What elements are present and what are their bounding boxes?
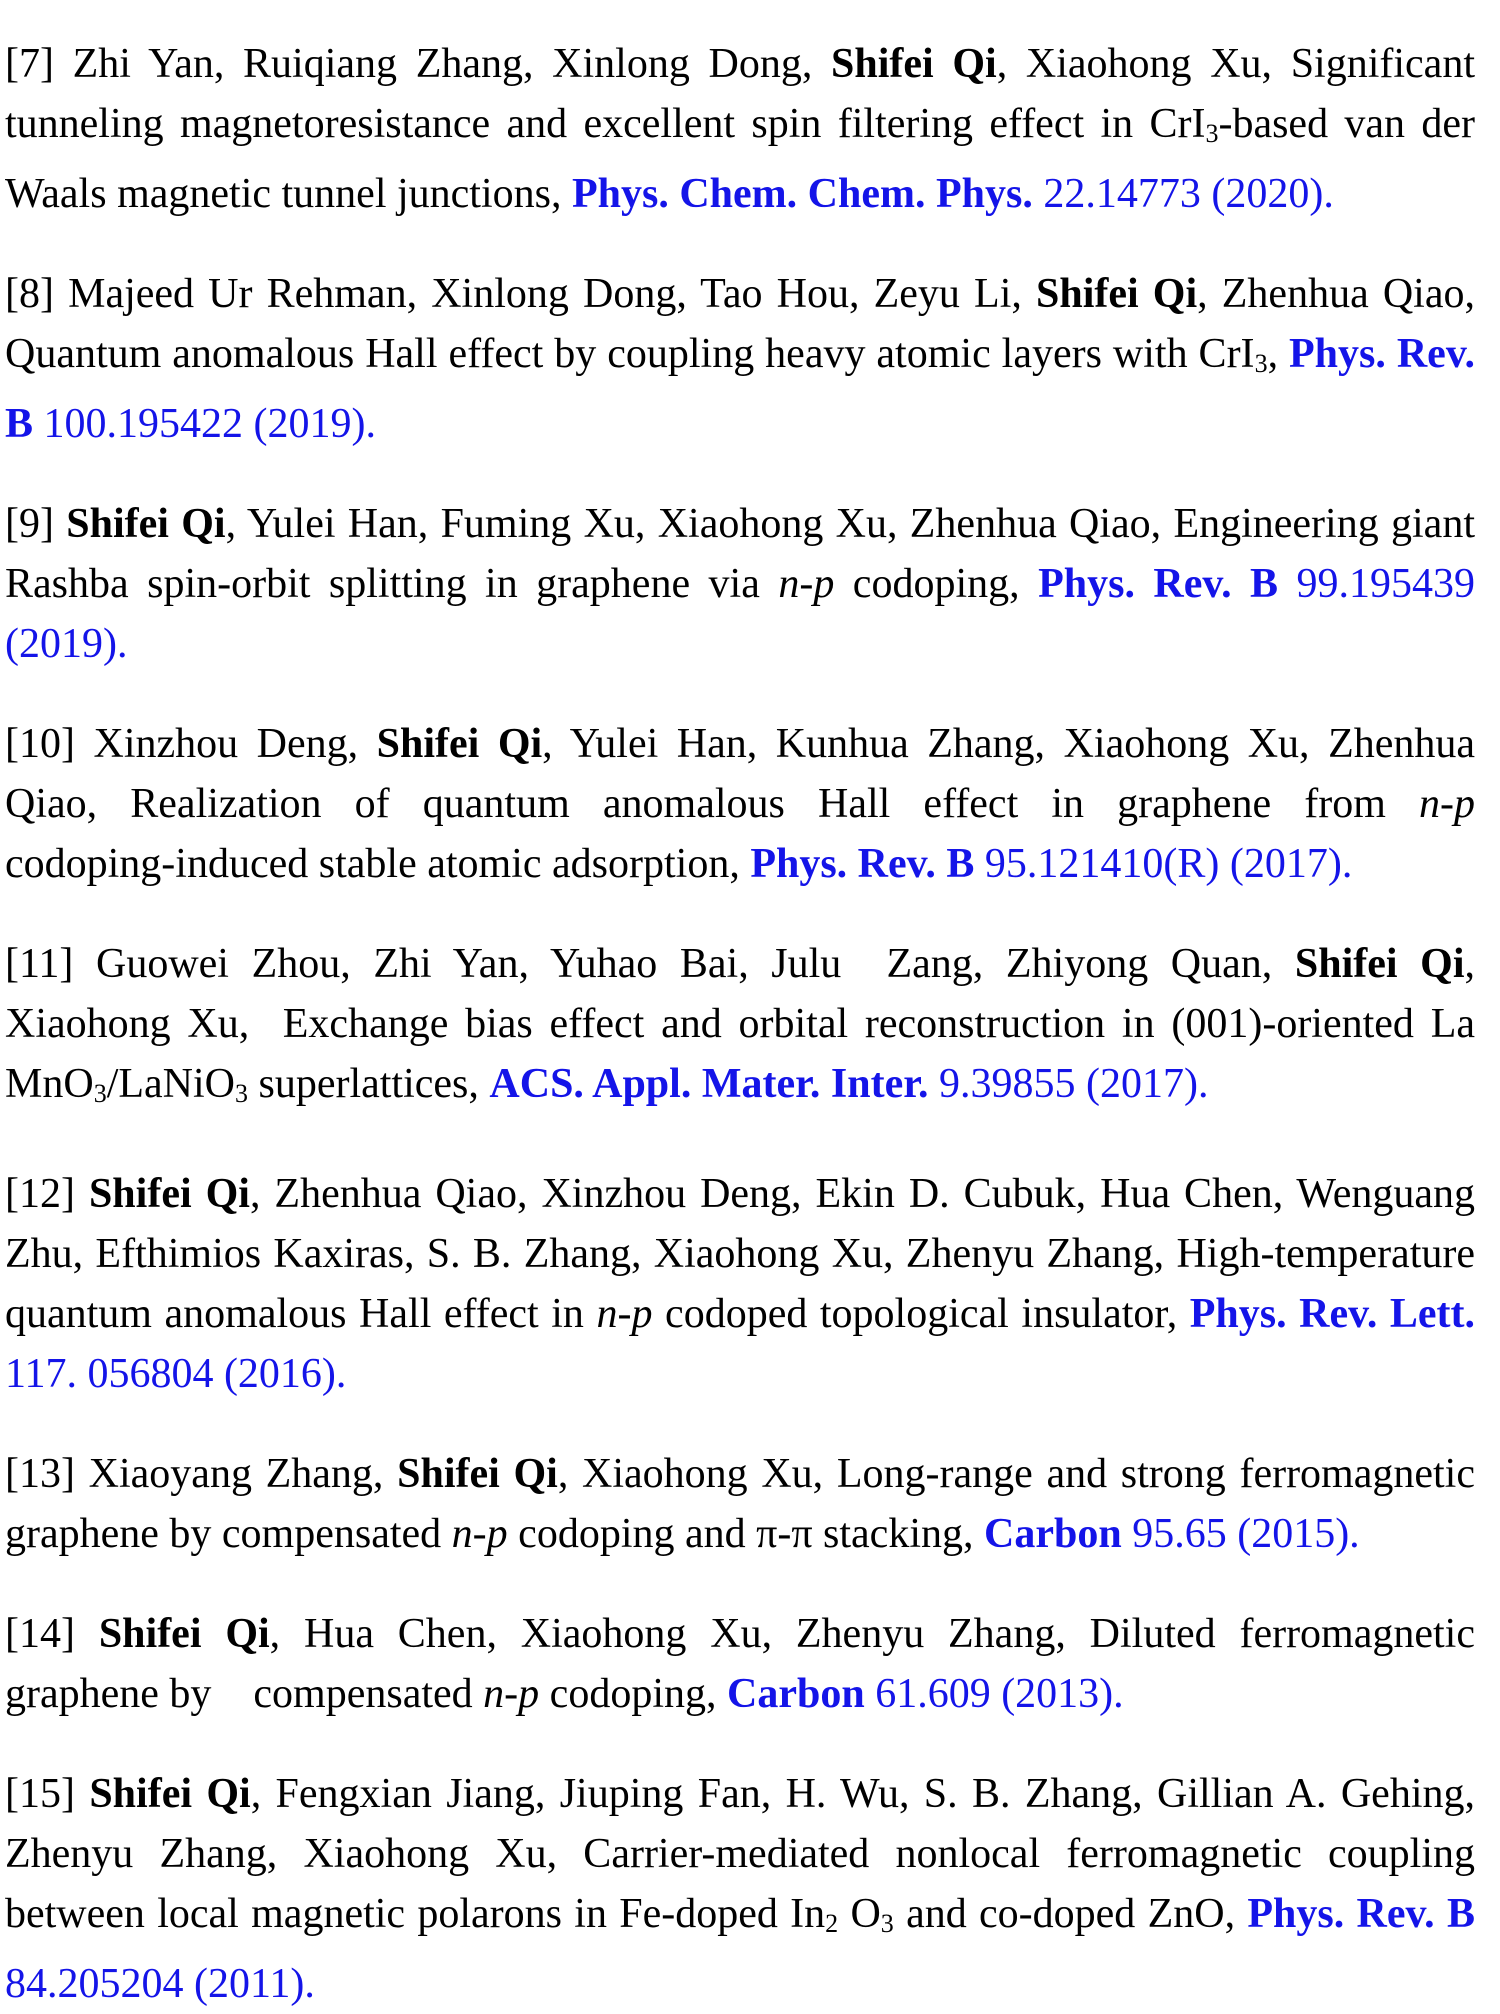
author-name-bold: Shifei Qi (88, 1171, 250, 1217)
subscript-digit: 3 (1254, 349, 1268, 378)
italic-term: n-p (1419, 781, 1475, 827)
subscript-digit: 2 (825, 1909, 839, 1938)
reference-item-7 (5, 34, 1486, 224)
reference-item-14 (5, 1604, 1486, 1724)
reference-text: , Hua Chen, Xiaohong Xu, Zhenyu Zhang, Diluted ferromagnetic graphene by compensated (5, 1611, 1486, 1717)
citation-volume-link[interactable]: 9.39855 (2017). (928, 1061, 1209, 1107)
reference-text: [7] Zhi Yan, Ruiqiang Zhang, Xinlong Dong, (5, 41, 831, 87)
journal-name-link[interactable]: Phys. Rev. Lett. (1189, 1291, 1475, 1337)
author-name-bold: Shifei Qi (831, 41, 997, 87)
reference-text: [13] Xiaoyang Zhang, (5, 1451, 398, 1497)
author-name-bold: Shifei Qi (376, 721, 543, 767)
journal-name-link[interactable]: Phys. Chem. Chem. Phys. (571, 171, 1033, 217)
reference-text: codoping, (539, 1671, 727, 1717)
reference-text: -based van der Waals magnetic tunnel junctions, (5, 101, 1485, 217)
journal-name-link[interactable]: Phys. Rev. B (1038, 561, 1279, 607)
reference-text: [10] Xinzhou Deng, (5, 721, 377, 767)
reference-text: , Zhenhua Qiao, Quantum anomalous Hall effect by coupling heavy atomic layers with CrI (5, 271, 1486, 377)
journal-name-link[interactable]: Carbon (984, 1511, 1122, 1557)
reference-item-10 (5, 714, 1486, 894)
author-name-bold: Shifei Qi (66, 501, 226, 547)
journal-name-link[interactable]: Carbon (726, 1671, 865, 1717)
citation-volume-link[interactable]: 99.195439 (2019). (5, 561, 1486, 667)
citation-volume-link[interactable]: 95.121410(R) (2017). (974, 841, 1353, 887)
reference-text: /LaNiO (106, 1061, 235, 1107)
reference-text: and co-doped ZnO, (893, 1891, 1248, 1937)
journal-name-link[interactable]: Phys. Rev. B (750, 841, 975, 887)
reference-item-9 (5, 494, 1486, 674)
citation-volume-link[interactable]: 22.14773 (2020). (1032, 171, 1334, 217)
reference-text: , Xiaohong Xu, Exchange bias effect and orbital reconstruction in (001)-oriented La MnO (5, 941, 1486, 1107)
reference-text (1475, 781, 1486, 827)
citation-volume-link[interactable]: 84.205204 (2011). (5, 1891, 1486, 2007)
author-name-bold: Shifei Qi (1294, 941, 1465, 987)
citation-volume-link[interactable]: 61.609 (2013). (864, 1671, 1124, 1717)
citation-volume-link[interactable]: 100.195422 (2019). (33, 401, 376, 447)
reference-text: codoped topological insulator, (652, 1291, 1190, 1337)
author-name-bold: Shifei Qi (1036, 271, 1198, 317)
italic-term: n-p (451, 1511, 508, 1557)
reference-item-15 (5, 1764, 1486, 2014)
reference-text: , Xiaohong Xu, Long-range and strong ferromagnetic graphene by compensated (5, 1451, 1486, 1557)
journal-name-link[interactable]: Phys. Rev. B (5, 331, 1486, 447)
author-name-bold: Shifei Qi (397, 1451, 558, 1497)
reference-text: stable atomic adsorption, (308, 841, 751, 887)
subscript-digit: 3 (880, 1909, 894, 1938)
reference-text: [9] (5, 501, 67, 547)
italic-term: n-p (778, 561, 835, 607)
reference-text: , Fengxian Jiang, Jiuping Fan, H. Wu, S. B. Zhang, Gillian A. Gehing, Zhenyu Zhang, Xiaohong Xu, Carrier-mediated nonlocal ferromagnetic coupling between local magnetic polarons in Fe-doped In (5, 1771, 1486, 1937)
reference-text: codoping-induced (5, 841, 309, 887)
journal-name-link[interactable]: Phys. Rev. B (1247, 1891, 1475, 1937)
reference-text: [14] (5, 1611, 99, 1657)
reference-text: [12] (5, 1171, 89, 1217)
italic-term: n-p (483, 1671, 540, 1717)
citation-volume-link[interactable]: 117. 056804 (2016). (5, 1291, 1486, 1397)
subscript-digit: 3 (93, 1079, 107, 1108)
reference-text: O (838, 1891, 881, 1937)
reference-text: , Xiaohong Xu, Significant tunneling magnetoresistance and excellent spin filtering effect in CrI (5, 41, 1486, 147)
reference-text: , Yulei Han, Fuming Xu, Xiaohong Xu, Zhenhua Qiao, Engineering giant Rashba spin-orbit splitting in graphene via (5, 501, 1486, 607)
reference-text: , (1267, 331, 1290, 377)
citation-volume-link[interactable]: 95.65 (2015). (1121, 1511, 1360, 1557)
subscript-digit: 3 (234, 1079, 248, 1108)
reference-text: codoping, (834, 561, 1039, 607)
reference-text: [11] Guowei Zhou, Zhi Yan, Yuhao Bai, Julu Zang, Zhiyong Quan, (5, 941, 1295, 987)
reference-item-13 (5, 1444, 1486, 1564)
reference-item-11 (5, 934, 1486, 1124)
italic-term: n-p (596, 1291, 653, 1337)
reference-item-8 (5, 264, 1486, 454)
author-name-bold: Shifei Qi (89, 1771, 251, 1817)
reference-text: superlattices, (247, 1061, 490, 1107)
subscript-digit: 3 (1205, 119, 1219, 148)
reference-text: [8] Majeed Ur Rehman, Xinlong Dong, Tao Hou, Zeyu Li, (5, 271, 1036, 317)
journal-name-link[interactable]: ACS. Appl. Mater. Inter. (489, 1061, 929, 1107)
reference-text: codoping and π-π stacking, (507, 1511, 984, 1557)
reference-text: , Zhenhua Qiao, Xinzhou Deng, Ekin D. Cubuk, Hua Chen, Wenguang Zhu, Efthimios Kaxiras, S. B. Zhang, Xiaohong Xu, Zhenyu Zhang, High-temperature quantum anomalous Hall effect in (5, 1171, 1486, 1337)
reference-item-12 (5, 1164, 1486, 1404)
author-name-bold: Shifei Qi (98, 1611, 270, 1657)
reference-text: [15] (5, 1771, 90, 1817)
reference-text: , Yulei Han, Kunhua Zhang, Xiaohong Xu, Zhenhua Qiao, Realization of quantum anomalous Hall effect in graphene from (5, 721, 1486, 827)
